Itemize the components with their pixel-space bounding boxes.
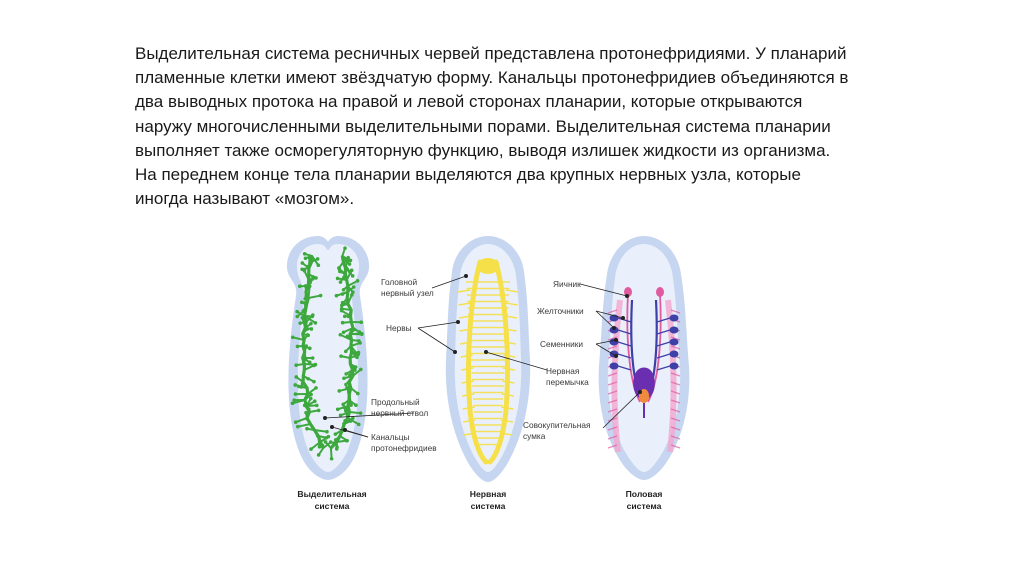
flame-cell — [336, 408, 340, 412]
flame-cell — [308, 284, 312, 288]
flame-cell — [312, 364, 316, 368]
flame-cell — [351, 274, 355, 278]
flame-cell — [313, 399, 317, 403]
flame-cell — [317, 409, 321, 413]
paragraph-line: Выделительная система ресничных червей представлена протонефридиями. У планарий — [135, 44, 847, 63]
caption-excretory: Выделительная система — [297, 489, 367, 511]
flame-cell — [339, 413, 343, 417]
flame-cell — [307, 407, 311, 411]
flame-cell — [304, 344, 308, 348]
caption-reproductive: Половая система — [625, 489, 663, 511]
flame-cell — [309, 322, 313, 326]
flame-cell — [342, 376, 346, 380]
head-ganglion — [477, 258, 499, 274]
testis — [670, 351, 679, 358]
flame-cell — [343, 419, 347, 423]
flame-cell — [352, 285, 356, 289]
flame-cell — [342, 330, 346, 334]
flame-cell — [336, 277, 340, 281]
flame-cell — [302, 361, 306, 365]
flame-cell — [305, 417, 309, 421]
testis — [670, 327, 679, 334]
flame-cell — [304, 284, 308, 288]
paragraph-line: выполняет также осморегуляторную функцию, выводя излишек жидкости из организма. — [135, 140, 831, 160]
flame-cell — [346, 335, 350, 339]
flame-cell — [342, 288, 346, 292]
paragraph-line: пламенные клетки имеют звёздчатую форму. Канальцы протонефридиев объединяются в — [135, 68, 849, 88]
flame-cell — [349, 403, 353, 407]
testis — [670, 315, 679, 322]
flame-cell — [337, 389, 341, 393]
flame-cell — [309, 447, 313, 451]
flame-cell — [304, 411, 308, 415]
flame-cell — [359, 368, 363, 372]
flame-cell — [294, 420, 298, 424]
flame-cell — [343, 315, 347, 319]
flame-cell — [335, 294, 339, 298]
flame-cell — [344, 372, 348, 376]
flame-cell — [312, 380, 316, 384]
label-head-ganglion: Головной нервный узел — [381, 277, 434, 298]
flame-cell — [311, 277, 315, 281]
caption-nervous: Нервная система — [469, 489, 507, 511]
flame-cell — [319, 294, 323, 298]
paragraph-line: На переднем конце тела планарии выделяются два крупных нервных узла, которые — [135, 165, 801, 185]
flame-cell — [356, 392, 360, 396]
label-vitellaria: Желточники — [537, 306, 584, 316]
flame-cell — [296, 345, 300, 349]
flame-cell — [348, 262, 352, 266]
flame-cell — [298, 284, 302, 288]
reproductive-system-diagram — [599, 236, 690, 480]
flame-cell — [343, 246, 347, 250]
flame-cell — [316, 257, 320, 261]
flame-cell — [350, 293, 354, 297]
flame-cell — [359, 320, 363, 324]
flame-cell — [305, 427, 309, 431]
flame-cell — [341, 292, 345, 296]
flame-cell — [303, 404, 307, 408]
label-commissure: Нервная перемычка — [546, 366, 589, 387]
flame-cell — [357, 423, 361, 427]
label-copulatory-bag: Совокупительная сумка — [523, 420, 591, 441]
flame-cell — [304, 256, 308, 260]
paragraph-line: наружу многочисленными выделительными порами. Выделительная система планарии — [135, 116, 831, 136]
flame-cell — [309, 397, 313, 401]
flame-cell — [335, 447, 339, 451]
flame-cell — [343, 406, 347, 410]
flame-cell — [294, 375, 298, 379]
flame-cell — [353, 328, 357, 332]
paragraph-line: два выводных протока на правой и левой сторонах планарии, которые открываются — [135, 92, 803, 112]
flame-cell — [318, 445, 322, 449]
paragraph-line: иногда называют «мозгом». — [135, 189, 355, 209]
flame-cell — [338, 270, 342, 274]
flame-cell — [311, 313, 315, 317]
flame-cell — [303, 301, 307, 305]
flame-cell — [306, 333, 310, 337]
flame-cell — [294, 392, 298, 396]
label-canals: Канальцы протонефридиев — [371, 432, 437, 453]
flame-cell — [311, 356, 315, 360]
flame-cell — [295, 315, 299, 319]
flame-cell — [344, 383, 348, 387]
testis — [670, 363, 679, 370]
flame-cell — [356, 279, 360, 283]
flame-cell — [291, 401, 295, 405]
flame-cell — [309, 393, 313, 397]
flame-cell — [308, 347, 312, 351]
flame-cell — [339, 280, 343, 284]
flame-cell — [300, 300, 304, 304]
flame-cell — [354, 403, 358, 407]
flame-cell — [340, 309, 344, 313]
flame-cell — [292, 398, 296, 402]
nervous-system-diagram — [446, 236, 530, 482]
flame-cell — [310, 327, 314, 331]
flame-cell — [298, 321, 302, 325]
flame-cell — [360, 332, 364, 336]
flame-cell — [341, 321, 345, 325]
flame-cell — [317, 453, 321, 457]
flame-cell — [297, 385, 301, 389]
flame-cell — [303, 269, 307, 273]
flame-cell — [308, 256, 312, 260]
flame-cell — [314, 321, 318, 325]
flame-cell — [330, 457, 334, 461]
flame-cell — [340, 304, 344, 308]
flame-cell — [301, 261, 305, 265]
flame-cell — [334, 432, 338, 436]
flame-cell — [315, 404, 319, 408]
flame-cell — [349, 259, 353, 263]
label-ovary: Яичник — [553, 279, 581, 289]
label-nerves: Нервы — [386, 323, 412, 333]
flame-cell — [293, 383, 297, 387]
flame-cell — [317, 263, 321, 267]
flame-cell — [350, 268, 354, 272]
flame-cell — [305, 292, 309, 296]
testis — [610, 363, 619, 370]
flame-cell — [304, 327, 308, 331]
flame-cell — [303, 252, 307, 256]
flame-cell — [327, 435, 331, 439]
flame-cell — [358, 341, 362, 345]
label-nerve-cord: Продольный нервный ствол — [371, 397, 429, 418]
flame-cell — [332, 441, 336, 445]
flame-cell — [325, 430, 329, 434]
flame-cell — [314, 386, 318, 390]
ovary — [656, 287, 664, 297]
flame-cell — [345, 439, 349, 443]
testis — [670, 339, 679, 346]
flame-cell — [314, 276, 318, 280]
flame-cell — [345, 386, 349, 390]
flame-cell — [359, 411, 363, 415]
excretory-system-diagram — [287, 236, 369, 480]
flame-cell — [306, 377, 310, 381]
flame-cell — [346, 256, 350, 260]
flame-cell — [296, 425, 300, 429]
flame-cell — [295, 310, 299, 314]
flame-cell — [291, 336, 295, 340]
flame-cell — [324, 440, 328, 444]
flame-cell — [344, 350, 348, 354]
flame-cell — [339, 354, 343, 358]
flame-cell — [294, 363, 298, 367]
flame-cell — [329, 440, 333, 444]
flame-cell — [347, 393, 351, 397]
flame-cell — [353, 368, 357, 372]
label-testes: Семенники — [540, 339, 583, 349]
flame-cell — [301, 316, 305, 320]
flame-cell — [354, 354, 358, 358]
flame-cell — [339, 333, 343, 337]
